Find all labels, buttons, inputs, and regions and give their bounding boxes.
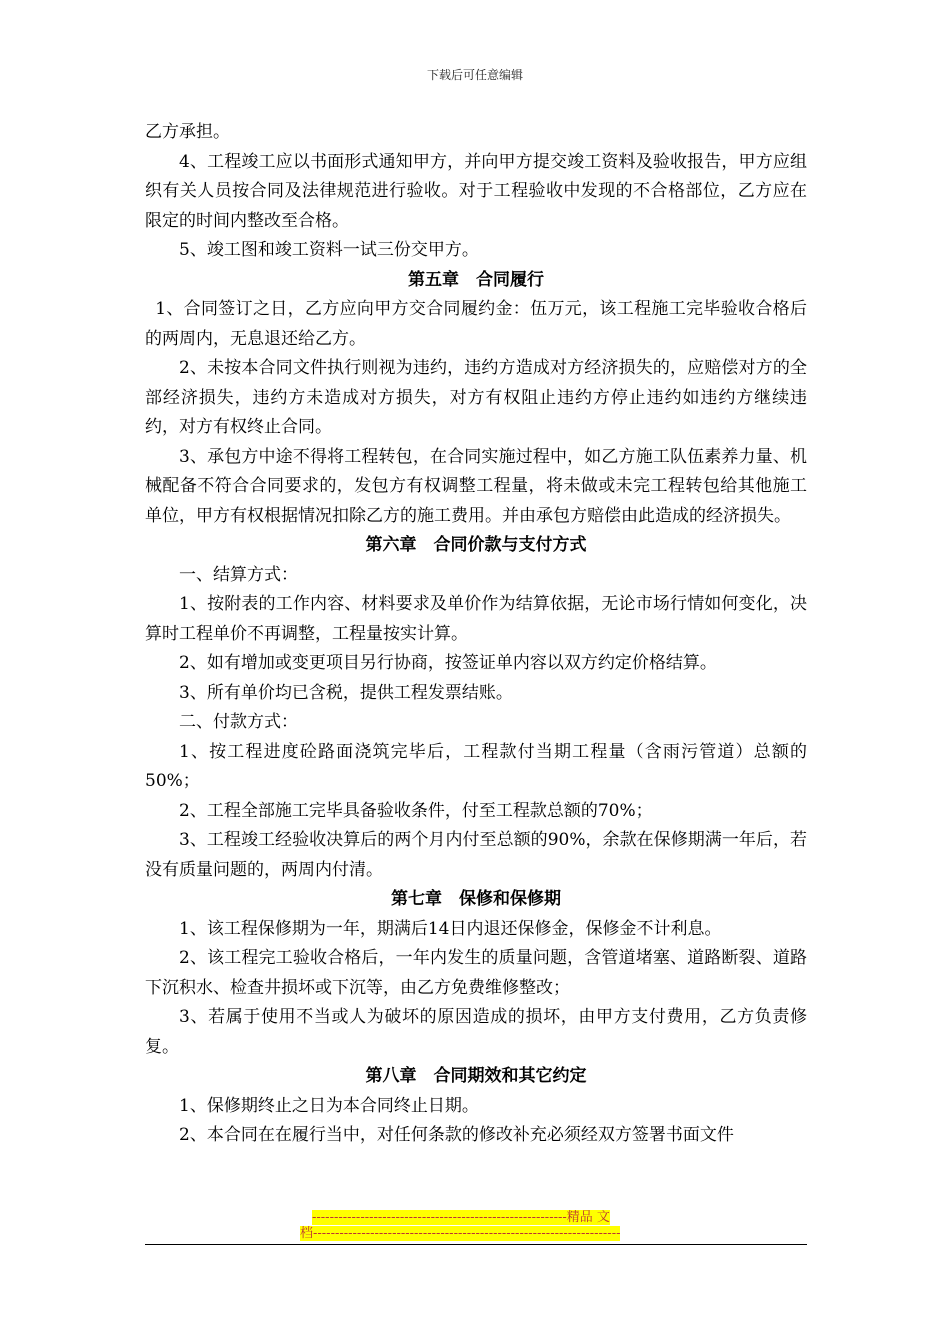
footer-line-2: 档---------------------------------------------------------------------- xyxy=(300,1226,621,1241)
paragraph: 3、承包方中途不得将工程转包，在合同实施过程中，如乙方施工队伍素养力量、机械配备不符合合同要求的，发包方有权调整工程量，将未做或未完工程转包给其他施工单位，甲方有权根据情况扣除乙方的施工费用。并由承包方赔偿由此造成的经济损失。 xyxy=(145,446,807,526)
chapter-heading: 第五章 合同履行 xyxy=(408,269,544,290)
paragraph: 2、未按本合同文件执行则视为违约，违约方造成对方经济损失的，应赔偿对方的全部经济损失，违约方未造成对方损失，对方有权阻止违约方停止违约如违约方继续违约，对方有权终止合同。 xyxy=(145,358,807,437)
page-footer xyxy=(300,1210,660,1242)
paragraph: 二、付款方式： xyxy=(179,712,298,732)
paragraph: 1、按工程进度砼路面浇筑完毕后，工程款付当期工程量（含雨污管道）总额的50%； xyxy=(145,741,807,791)
paragraph: 3、所有单价均已含税，提供工程发票结账。 xyxy=(179,682,513,703)
paragraph: 3、工程竣工经验收决算后的两个月内付至总额的90%，余款在保修期满一年后，若没有质量问题的，两周内付清。 xyxy=(145,830,807,880)
paragraph: 一、结算方式： xyxy=(179,564,298,585)
paragraph: 3、若属于使用不当或人为破坏的原因造成的损坏，由甲方支付费用，乙方负责修复。 xyxy=(145,1007,807,1057)
chapter-heading: 第八章 合同期效和其它约定 xyxy=(365,1066,587,1086)
paragraph: 1、按附表的工作内容、材料要求及单价作为结算依据，无论市场行情如何变化，决算时工程单价不再调整，工程量按实计算。 xyxy=(145,594,807,644)
paragraph: 乙方承担。 xyxy=(145,122,230,142)
footer-line-1: ----------------------------------------------------------精品 文 xyxy=(312,1210,610,1225)
chapter-heading: 第六章 合同价款与支付方式 xyxy=(365,535,587,555)
paragraph: 4、工程竣工应以书面形式通知甲方，并向甲方提交竣工资料及验收报告，甲方应组织有关人员按合同及法律规范进行验收。对于工程验收中发现的不合格部位，乙方应在限定的时间内整改至合格。 xyxy=(145,151,807,231)
paragraph: 2、工程全部施工完毕具备验收条件，付至工程款总额的70%； xyxy=(179,800,653,821)
page-header: 下载后可任意编辑 xyxy=(426,68,523,82)
chapter-heading: 第七章 保修和保修期 xyxy=(391,889,561,909)
paragraph: 1、保修期终止之日为本合同终止日期。 xyxy=(179,1095,479,1116)
paragraph: 2、该工程完工验收合格后，一年内发生的质量问题，含管道堵塞、道路断裂、道路下沉积水、检查井损坏或下沉等，由乙方免费维修整改； xyxy=(145,948,807,998)
paragraph: 1、该工程保修期为一年，期满后14日内退还保修金，保修金不计利息。 xyxy=(179,918,722,939)
paragraph: 1、合同签订之日，乙方应向甲方交合同履约金：伍万元，该工程施工完毕验收合格后的两周内，无息退还给乙方。 xyxy=(145,299,807,349)
paragraph: 2、本合同在在履行当中，对任何条款的修改补充必须经双方签署书面文件 xyxy=(179,1125,734,1145)
paragraph: 2、如有增加或变更项目另行协商，按签证单内容以双方约定价格结算。 xyxy=(179,653,717,673)
footer-rule xyxy=(145,1244,807,1245)
paragraph: 5、竣工图和竣工资料一试三份交甲方。 xyxy=(179,240,479,260)
document-body xyxy=(145,118,807,1151)
